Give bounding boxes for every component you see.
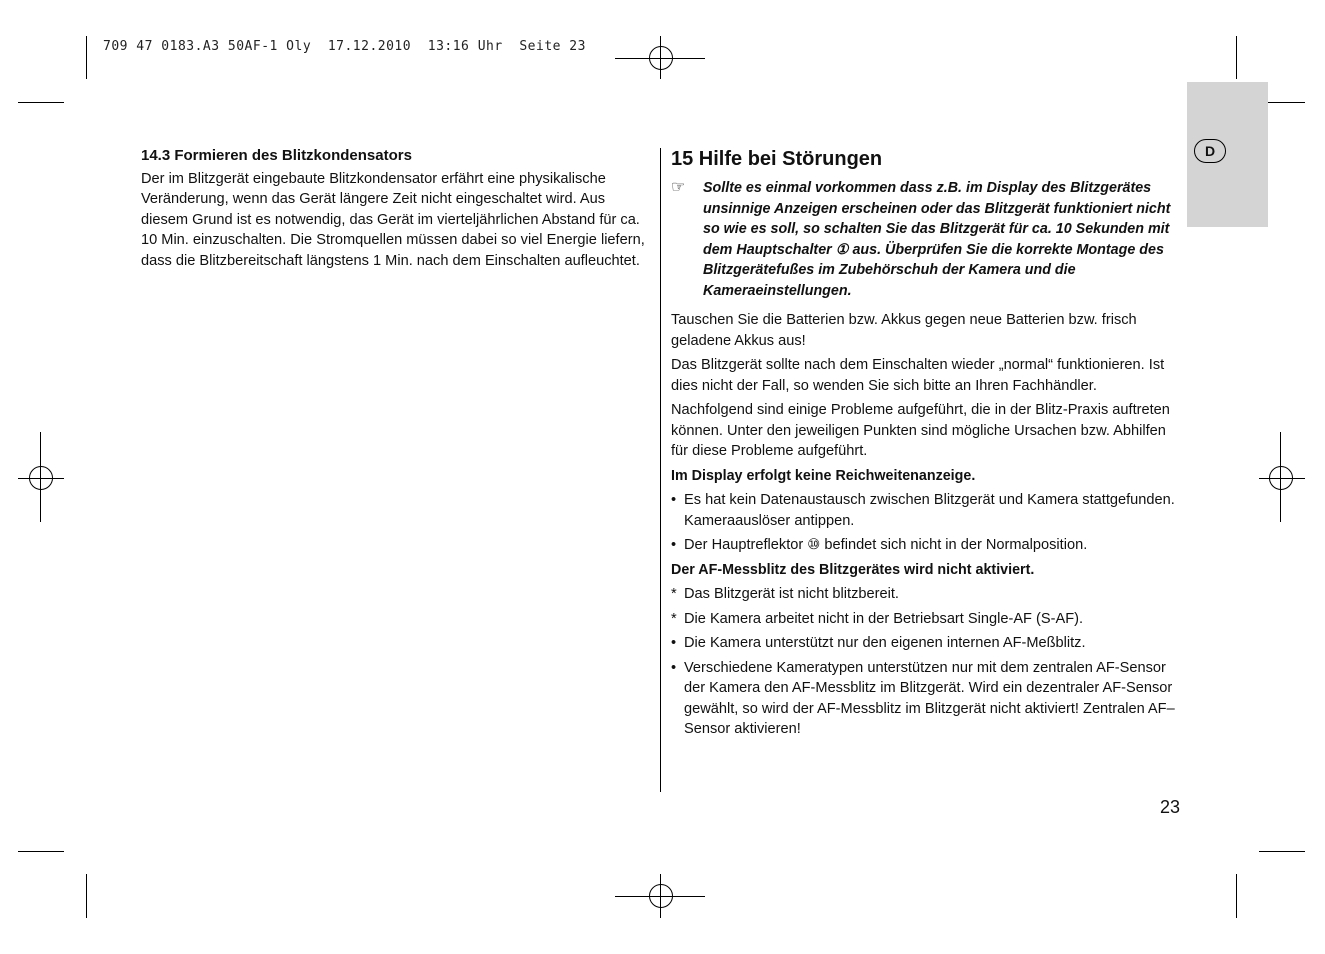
registration-line xyxy=(660,36,661,79)
page-number: 23 xyxy=(1160,797,1181,817)
notice-text: Sollte es einmal vorkommen dass z.B. im Display des Blitzgerätes unsinnige Anzeigen erscheinen oder das Blitzgerät funktioniert nicht so wie es soll, so schalten Sie das Blitzgerät für ca. 10 Sekunden mit dem Hauptschalter ① aus. Überprüfen Sie die korrekte Montage des Blitzgerätefußes im Zubehörschuh der Kamera und die Kameraeinstellungen. xyxy=(703,180,1171,299)
list-item-text: Es hat kein Datenaustausch zwischen Blitzgerät und Kamera stattgefunden. Kameraauslöser antippen. xyxy=(684,492,1175,529)
section-body: Der im Blitzgerät eingebaute Blitzkondensator erfährt eine physikalische Veränderung, wenn das Gerät längere Zeit nicht eingeschaltet wird. Aus diesem Grund ist es notwendig, das Gerät im vierteljährlichen Abstand für ca. 10 Min. einzuschalten. Die Stromquellen müssen dabei so viel Energie liefern, dass die Blitzbereitschaft längstens 1 Min. nach dem Einschalten aufleuchtet. xyxy=(141,170,645,269)
list-item xyxy=(671,584,1186,605)
registration-line xyxy=(660,874,661,918)
paragraph: Nachfolgend sind einige Probleme aufgeführt, die in der Blitz-Praxis auftreten können. Unter den jeweiligen Punkten sind mögliche Ursachen bzw. Abhilfen für diese Probleme aufgeführt. xyxy=(671,402,1170,459)
crop-mark xyxy=(18,102,64,103)
notice-block xyxy=(671,178,1186,301)
list-item-text: Die Kamera unterstützt nur den eigenen internen AF-Meßblitz. xyxy=(684,635,1086,651)
left-column xyxy=(141,146,656,271)
pointing-hand-icon: ☞ xyxy=(671,179,686,196)
list-item xyxy=(671,633,1186,654)
list-item-text: Verschiedene Kameratypen unterstützen nur mit dem zentralen AF-Sensor der Kamera den AF-Messblitz im Blitzgerät. Wird ein dezentraler AF-Sensor gewählt, so wird der AF-Messblitz im Blitzgerät nicht aktiviert! Zentralen AF–Sensor aktivieren! xyxy=(684,659,1175,737)
crop-mark xyxy=(86,874,87,918)
paragraph: Tauschen Sie die Batterien bzw. Akkus gegen neue Batterien bzw. frisch geladene Akkus aus! xyxy=(671,312,1137,349)
list-item-text: Der Hauptreflektor ⑩ befindet sich nicht in der Normalposition. xyxy=(684,537,1088,553)
section-heading-15: 15 Hilfe bei Störungen xyxy=(671,148,883,170)
crop-mark xyxy=(1236,36,1237,79)
registration-line xyxy=(1280,432,1281,522)
list-item-text: Das Blitzgerät ist nicht blitzbereit. xyxy=(684,586,899,602)
bullet-symbol: * xyxy=(671,610,677,627)
language-tab-label: D xyxy=(1194,139,1226,163)
list-item xyxy=(671,490,1186,531)
column-divider xyxy=(660,148,661,792)
section-heading-14-3: 14.3 Formieren des Blitzkondensators xyxy=(141,147,412,164)
registration-line xyxy=(18,478,64,479)
list-item xyxy=(671,658,1186,740)
print-header: 709 47 0183.A3 50AF-1 Oly 17.12.2010 13:16 Uhr Seite 23 xyxy=(103,39,586,54)
crop-mark xyxy=(1259,851,1305,852)
list-item-text: Die Kamera arbeitet nicht in der Betriebsart Single-AF (S-AF). xyxy=(684,610,1084,627)
crop-mark xyxy=(1236,874,1237,918)
list-item xyxy=(671,535,1186,556)
registration-line xyxy=(1259,478,1305,479)
crop-mark xyxy=(86,36,87,79)
bullet-symbol: * xyxy=(671,586,677,602)
bullet-symbol: • xyxy=(671,492,677,508)
problem-title: Im Display erfolgt keine Reichweitenanzeige. xyxy=(671,467,976,484)
bullet-symbol: • xyxy=(671,635,677,651)
list-item xyxy=(671,609,1186,630)
crop-mark xyxy=(18,851,64,852)
bullet-symbol: • xyxy=(671,659,677,676)
paragraph: Das Blitzgerät sollte nach dem Einschalten wieder „normal“ funktionieren. Ist dies nicht der Fall, so wenden Sie sich bitte an Ihren Fachhändler. xyxy=(671,357,1165,394)
problem-title: Der AF-Messblitz des Blitzgerätes wird nicht aktiviert. xyxy=(671,561,1035,578)
registration-line xyxy=(40,432,41,522)
bullet-symbol: • xyxy=(671,537,677,553)
right-column xyxy=(671,146,1186,744)
